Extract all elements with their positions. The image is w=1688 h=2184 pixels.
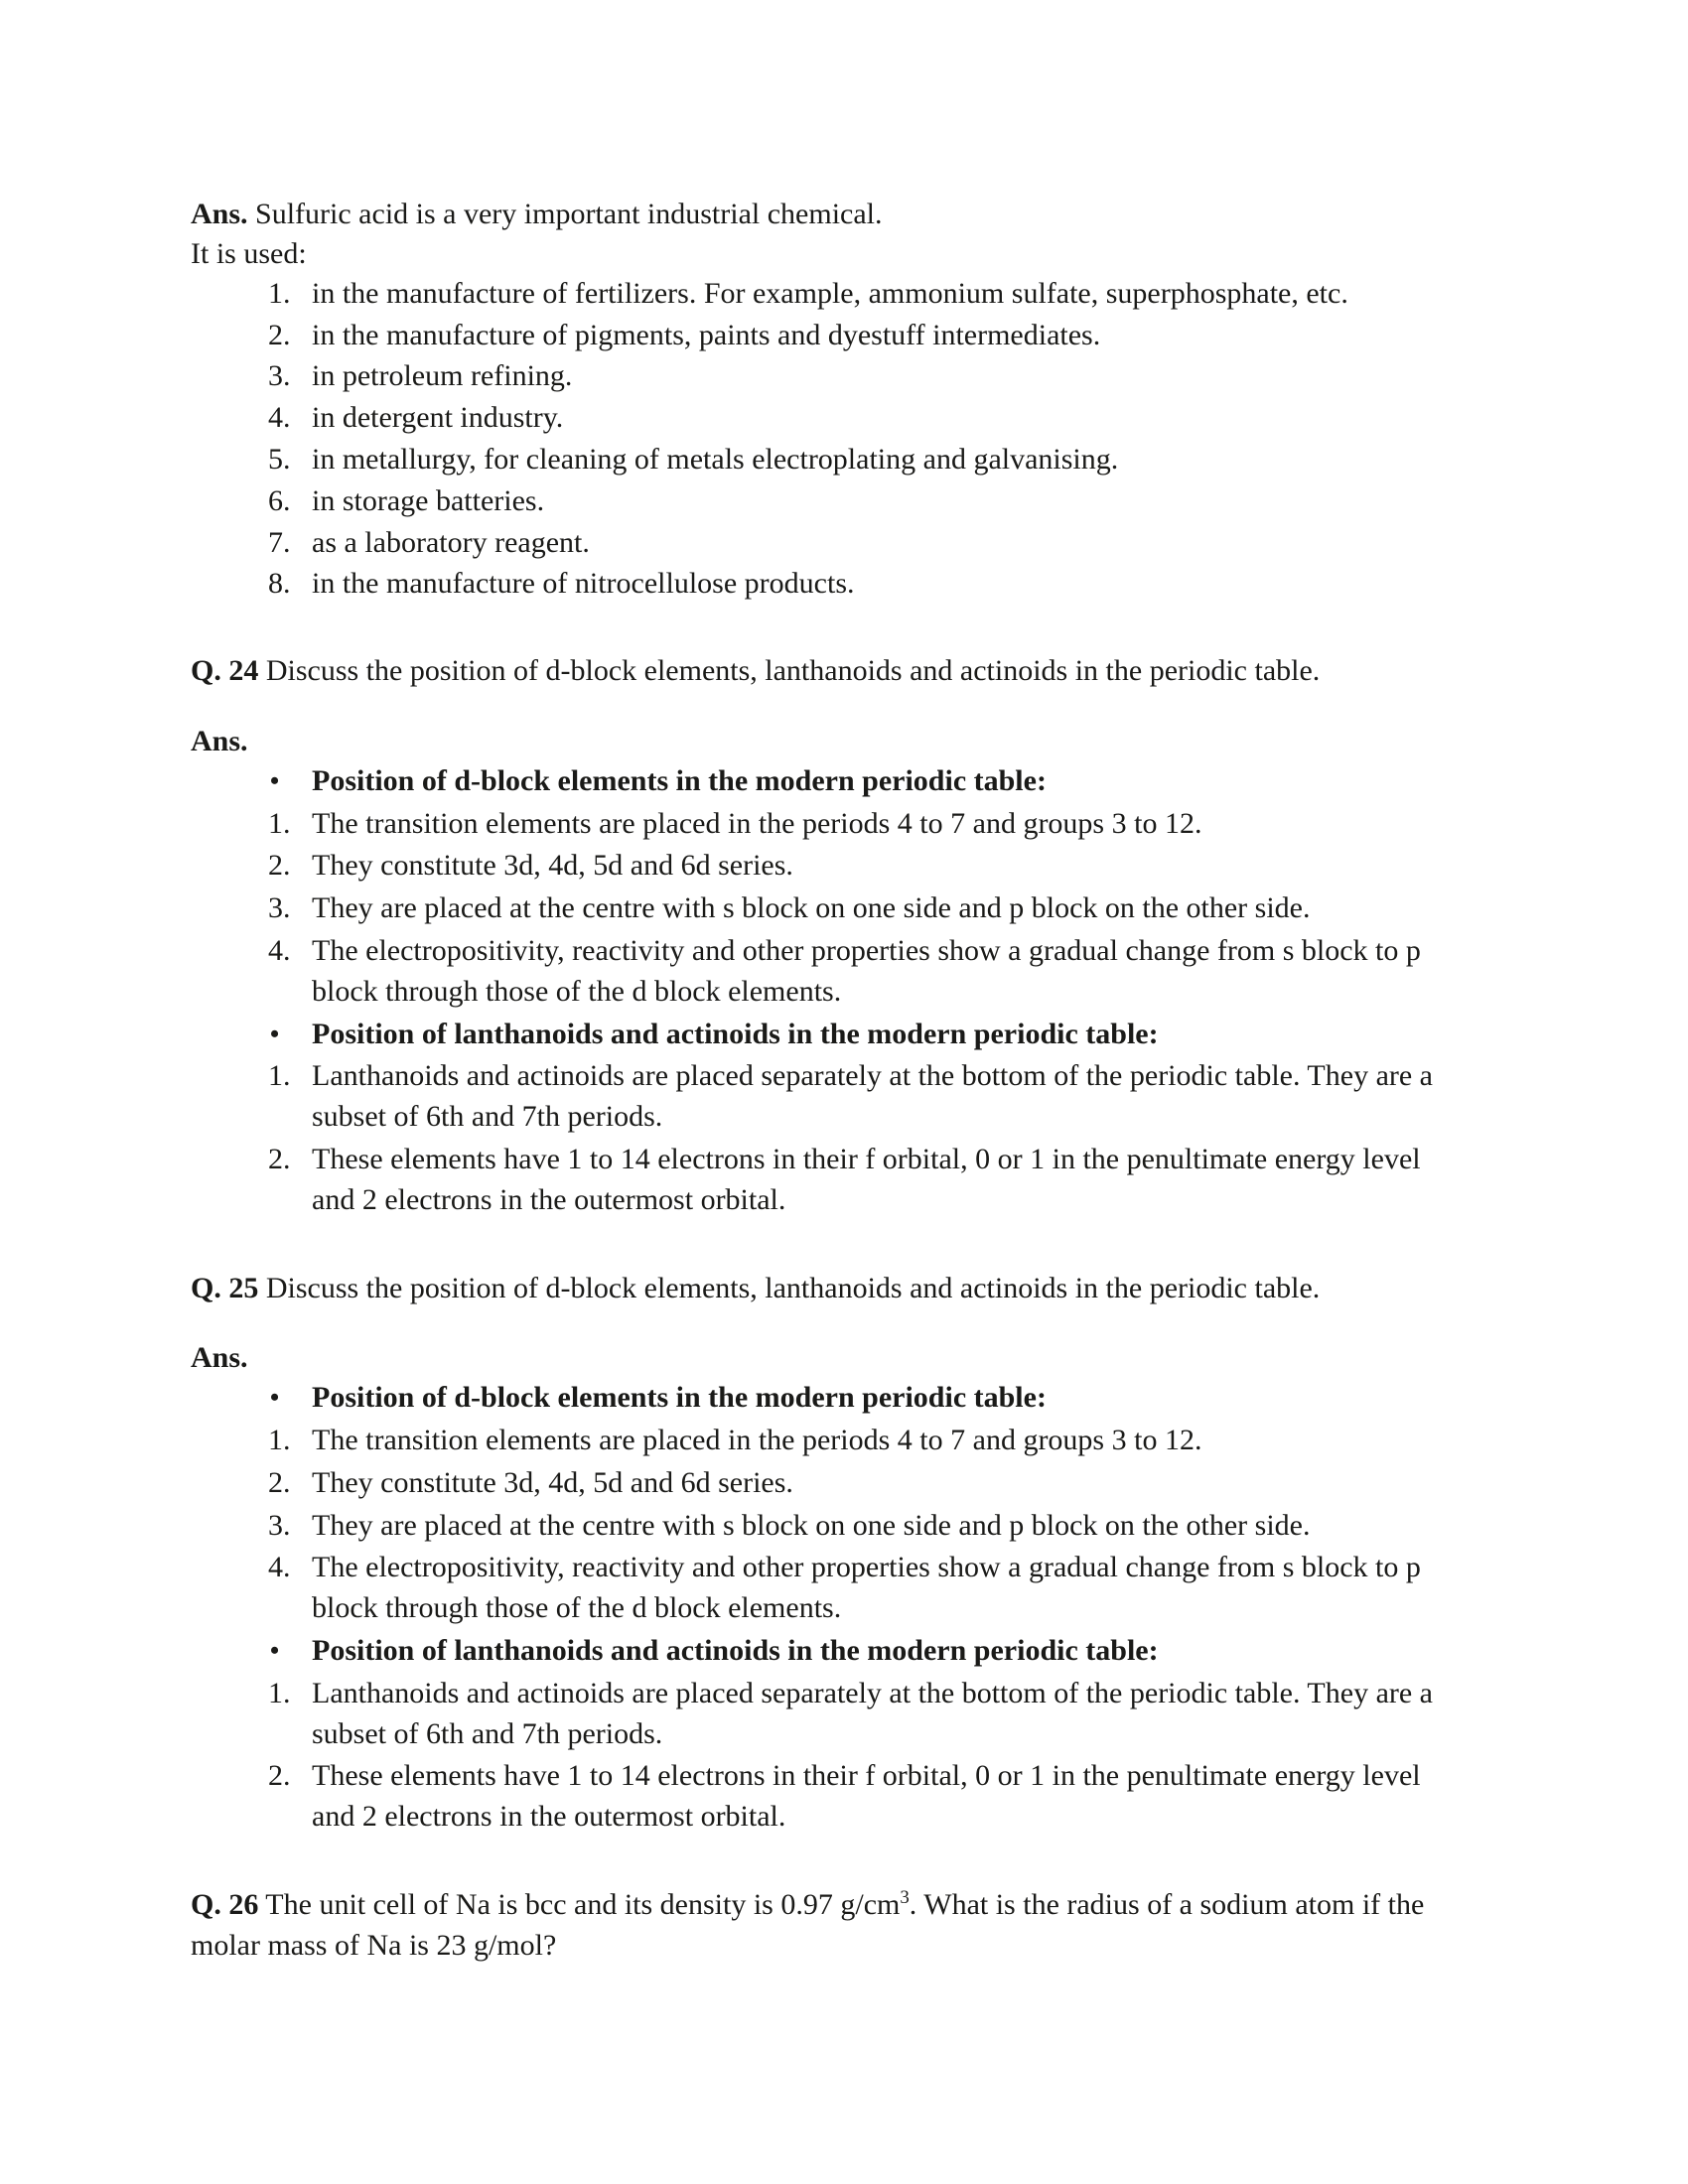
list-item: as a laboratory reagent.	[312, 525, 590, 559]
number-marker: 4.	[268, 934, 291, 968]
list-item	[191, 1421, 1454, 1461]
answer-label: Ans.	[191, 198, 248, 230]
question-26	[191, 1885, 1454, 1967]
number-marker: 2.	[268, 849, 291, 883]
list-item-text: The transition elements are placed in the periods 4 to 7 and groups 3 to 12.	[312, 806, 1202, 840]
q24-spacer	[191, 692, 1454, 722]
list-item-text: Lanthanoids and actinoids are placed separately at the bottom of the periodic table. They are a subset of 6th and 7th periods.	[312, 1059, 1433, 1134]
superscript-exponent: 3	[900, 1887, 910, 1909]
list-item	[191, 1548, 1454, 1629]
list-item	[191, 804, 1454, 845]
list-item-bullet	[191, 1015, 1454, 1055]
list-item-bullet	[191, 1378, 1454, 1419]
number-marker: 1.	[268, 1676, 291, 1709]
list-item: in the manufacture of fertilizers. For example, ammonium sulfate, superphosphate, etc.	[312, 276, 1348, 310]
list-item: in detergent industry.	[312, 401, 564, 435]
number-marker: 4.	[268, 1551, 291, 1584]
number-marker: 2.	[268, 1759, 291, 1793]
list-item-bullet	[191, 1631, 1454, 1672]
list-item	[191, 1756, 1454, 1838]
question-24	[191, 651, 1454, 692]
q25-spacer	[191, 1308, 1454, 1338]
question-number: Q. 24	[191, 654, 259, 688]
list-item-text: The electropositivity, reactivity and other properties show a gradual change from s block to p block through those of the d block elements.	[312, 934, 1421, 1008]
bullet-marker: •	[270, 1383, 280, 1413]
number-marker: 2.	[268, 1465, 291, 1499]
question-text-part2: . What is the radius of a sodium atom if the molar mass of Na is 23 g/mol?	[191, 1888, 1425, 1962]
list-item	[191, 888, 1454, 929]
list-item	[191, 1056, 1454, 1138]
number-marker: 3.	[268, 891, 291, 925]
question-text: Discuss the position of d-block elements, lanthanoids and actinoids in the periodic table.	[258, 654, 1321, 688]
answer-label-25: Ans.	[191, 1341, 248, 1375]
number-marker: 1.	[268, 806, 291, 840]
list-item-text: Position of lanthanoids and actinoids in the modern periodic table:	[312, 1017, 1159, 1050]
list-item-text: These elements have 1 to 14 electrons in their f orbital, 0 or 1 in the penultimate energy level and 2 electrons in the outermost orbital.	[312, 1143, 1421, 1216]
section-spacer	[191, 606, 1454, 651]
uses-list	[191, 274, 1454, 605]
list-item	[191, 1506, 1454, 1547]
list-item	[191, 1463, 1454, 1504]
question-text-part1: The unit cell of Na is bcc and its density is 0.97 g/cm	[258, 1888, 901, 1922]
number-marker: 1.	[268, 1424, 291, 1457]
bullet-marker: •	[270, 765, 280, 795]
list-item-text: Lanthanoids and actinoids are placed separately at the bottom of the periodic table. They are a subset of 6th and 7th periods.	[312, 1676, 1433, 1750]
answer-list-25	[191, 1378, 1454, 1838]
section-spacer	[191, 1840, 1454, 1885]
list-item-text: The transition elements are placed in the periods 4 to 7 and groups 3 to 12.	[312, 1424, 1202, 1457]
answer-label-24: Ans.	[191, 724, 248, 757]
question-number: Q. 26	[191, 1888, 259, 1922]
list-item-text: Position of d-block elements in the modern periodic table:	[312, 1381, 1047, 1415]
question-number: Q. 25	[191, 1271, 259, 1304]
answer-list-24	[191, 761, 1454, 1221]
list-item	[191, 1140, 1454, 1221]
list-item-text: The electropositivity, reactivity and other properties show a gradual change from s block to p block through those of the d block elements.	[312, 1551, 1421, 1625]
list-item	[191, 1674, 1454, 1755]
list-item-text: They constitute 3d, 4d, 5d and 6d series.	[312, 1465, 793, 1499]
list-item-text: They constitute 3d, 4d, 5d and 6d series.	[312, 849, 793, 883]
question-25	[191, 1269, 1454, 1309]
question-text: Discuss the position of d-block elements, lanthanoids and actinoids in the periodic table.	[258, 1271, 1321, 1304]
section-spacer	[191, 1223, 1454, 1269]
list-item-text: They are placed at the centre with s block on one side and p block on the other side.	[312, 1508, 1311, 1542]
list-item: in metallurgy, for cleaning of metals electroplating and galvanising.	[312, 442, 1119, 476]
intro-answer-line	[191, 195, 1454, 234]
list-item-text: They are placed at the centre with s block on one side and p block on the other side.	[312, 891, 1311, 925]
list-item: in the manufacture of pigments, paints and dyestuff intermediates.	[312, 318, 1101, 351]
list-item	[191, 846, 1454, 887]
intro-used-line: It is used:	[191, 236, 307, 270]
list-item: in storage batteries.	[312, 483, 545, 517]
list-item-bullet	[191, 761, 1454, 802]
list-item: in petroleum refining.	[312, 359, 573, 393]
bullet-marker: •	[270, 1636, 280, 1666]
list-item: in the manufacture of nitrocellulose products.	[312, 567, 855, 601]
intro-answer-text: Sulfuric acid is a very important industrial chemical.	[247, 198, 883, 230]
list-item	[191, 931, 1454, 1013]
number-marker: 2.	[268, 1143, 291, 1176]
page-content	[191, 195, 1454, 1967]
bullet-marker: •	[270, 1019, 280, 1048]
list-item-text: Position of lanthanoids and actinoids in the modern periodic table:	[312, 1634, 1159, 1668]
number-marker: 3.	[268, 1508, 291, 1542]
number-marker: 1.	[268, 1059, 291, 1093]
list-item-text: These elements have 1 to 14 electrons in their f orbital, 0 or 1 in the penultimate energy level and 2 electrons in the outermost orbital.	[312, 1759, 1421, 1834]
list-item-text: Position of d-block elements in the modern periodic table:	[312, 763, 1047, 797]
